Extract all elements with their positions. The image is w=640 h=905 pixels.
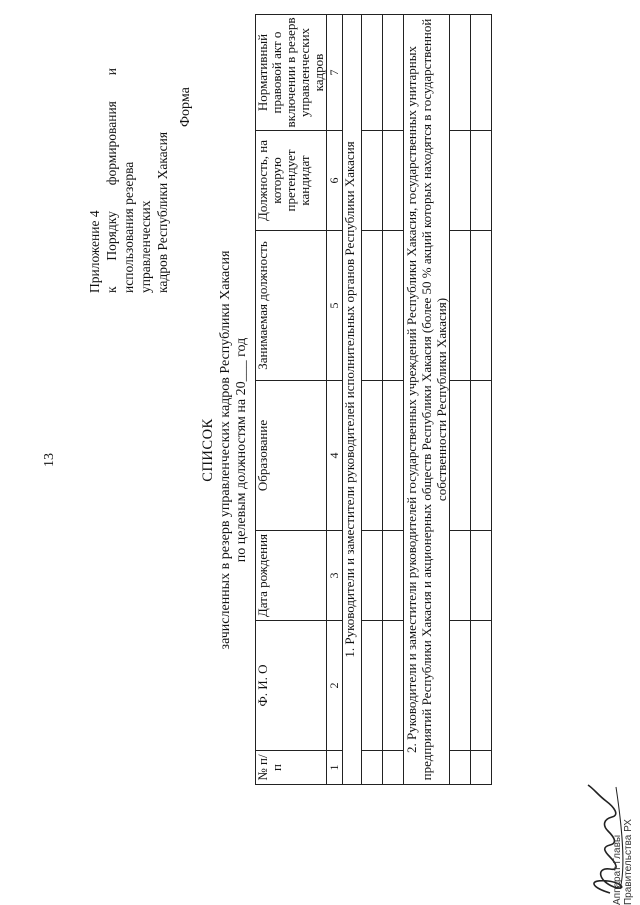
section-2-row: [404, 15, 450, 785]
empty-cell: [450, 15, 471, 131]
signature-caption-line-2: Правительства РХ: [623, 819, 634, 905]
column-number: 7: [327, 15, 343, 131]
empty-row: [383, 15, 404, 785]
empty-cell: [383, 131, 404, 231]
empty-cell: [362, 381, 383, 531]
header-cell: № п/п: [256, 751, 327, 785]
annex-word: и: [104, 68, 119, 76]
empty-cell: [450, 531, 471, 621]
column-number: 3: [327, 531, 343, 621]
reserve-table: [255, 14, 492, 785]
header-cell: Ф. И. О: [256, 621, 327, 751]
annex-line-4: кадров Республики Хакасия: [155, 131, 170, 293]
annex-line-3: использования резерва управленческих: [121, 161, 153, 293]
empty-cell: [471, 531, 492, 621]
header-cell: Нормативный правовой акт о включении в резерв управленческих кадров: [256, 15, 327, 131]
section-2-title: 2. Руководители и заместители руководителей государственных учреждений Республики Хакасия, государственных унитарных предприятий Республики Хакасия и акционерных обществ Республики Хакасия (более 50 % акций которых находятся в государственной собственности Республики Хакасия): [404, 15, 450, 785]
column-number: 4: [327, 381, 343, 531]
header-cell: Должность, на которую претендует кандидат: [256, 131, 327, 231]
empty-cell: [450, 131, 471, 231]
signature-caption: [612, 819, 634, 905]
title-subtitle-1: зачисленных в резерв управленческих кадров Республики Хакасия: [218, 250, 233, 650]
empty-cell: [383, 381, 404, 531]
empty-cell: [450, 231, 471, 381]
annex-word: к: [104, 286, 119, 293]
annex-line-1: Приложение 4: [87, 210, 102, 293]
column-number: 2: [327, 621, 343, 751]
empty-cell: [471, 381, 492, 531]
empty-cell: [362, 531, 383, 621]
empty-cell: [383, 531, 404, 621]
empty-cell: [383, 15, 404, 131]
empty-cell: [362, 751, 383, 785]
header-cell: Занимаемая должность: [256, 231, 327, 381]
column-number: 6: [327, 131, 343, 231]
annex-word: формирования: [104, 101, 119, 186]
document-title: [200, 225, 250, 675]
empty-cell: [383, 621, 404, 751]
empty-cell: [471, 131, 492, 231]
empty-cell: [450, 381, 471, 531]
header-cell: Дата рождения: [256, 531, 327, 621]
empty-cell: [471, 15, 492, 131]
annex-word: Порядку: [104, 211, 119, 261]
page-number: 13: [42, 453, 57, 467]
table-header-row: [256, 15, 327, 785]
empty-cell: [362, 231, 383, 381]
empty-cell: [383, 751, 404, 785]
form-label: Форма: [178, 87, 193, 127]
empty-row: [450, 15, 471, 785]
annex-line-2: [103, 68, 120, 293]
section-1-title: 1. Руководители и заместители руководителей исполнительных органов Республики Хакасия: [343, 15, 362, 785]
annex-header: [86, 68, 171, 293]
signature-caption-line-1: Аппарат Главы: [612, 834, 623, 905]
empty-row: [362, 15, 383, 785]
empty-row: [471, 15, 492, 785]
empty-cell: [471, 751, 492, 785]
empty-cell: [362, 15, 383, 131]
title-main: СПИСОК: [200, 418, 216, 482]
empty-cell: [450, 751, 471, 785]
title-subtitle-2: по целевым должностям на 20___ год: [234, 337, 249, 563]
section-1-row: [343, 15, 362, 785]
header-cell: Образование: [256, 381, 327, 531]
empty-cell: [471, 621, 492, 751]
empty-cell: [450, 621, 471, 751]
column-number-row: [327, 15, 343, 785]
empty-cell: [383, 231, 404, 381]
column-number: 5: [327, 231, 343, 381]
column-number: 1: [327, 751, 343, 785]
empty-cell: [362, 131, 383, 231]
empty-cell: [362, 621, 383, 751]
empty-cell: [471, 231, 492, 381]
